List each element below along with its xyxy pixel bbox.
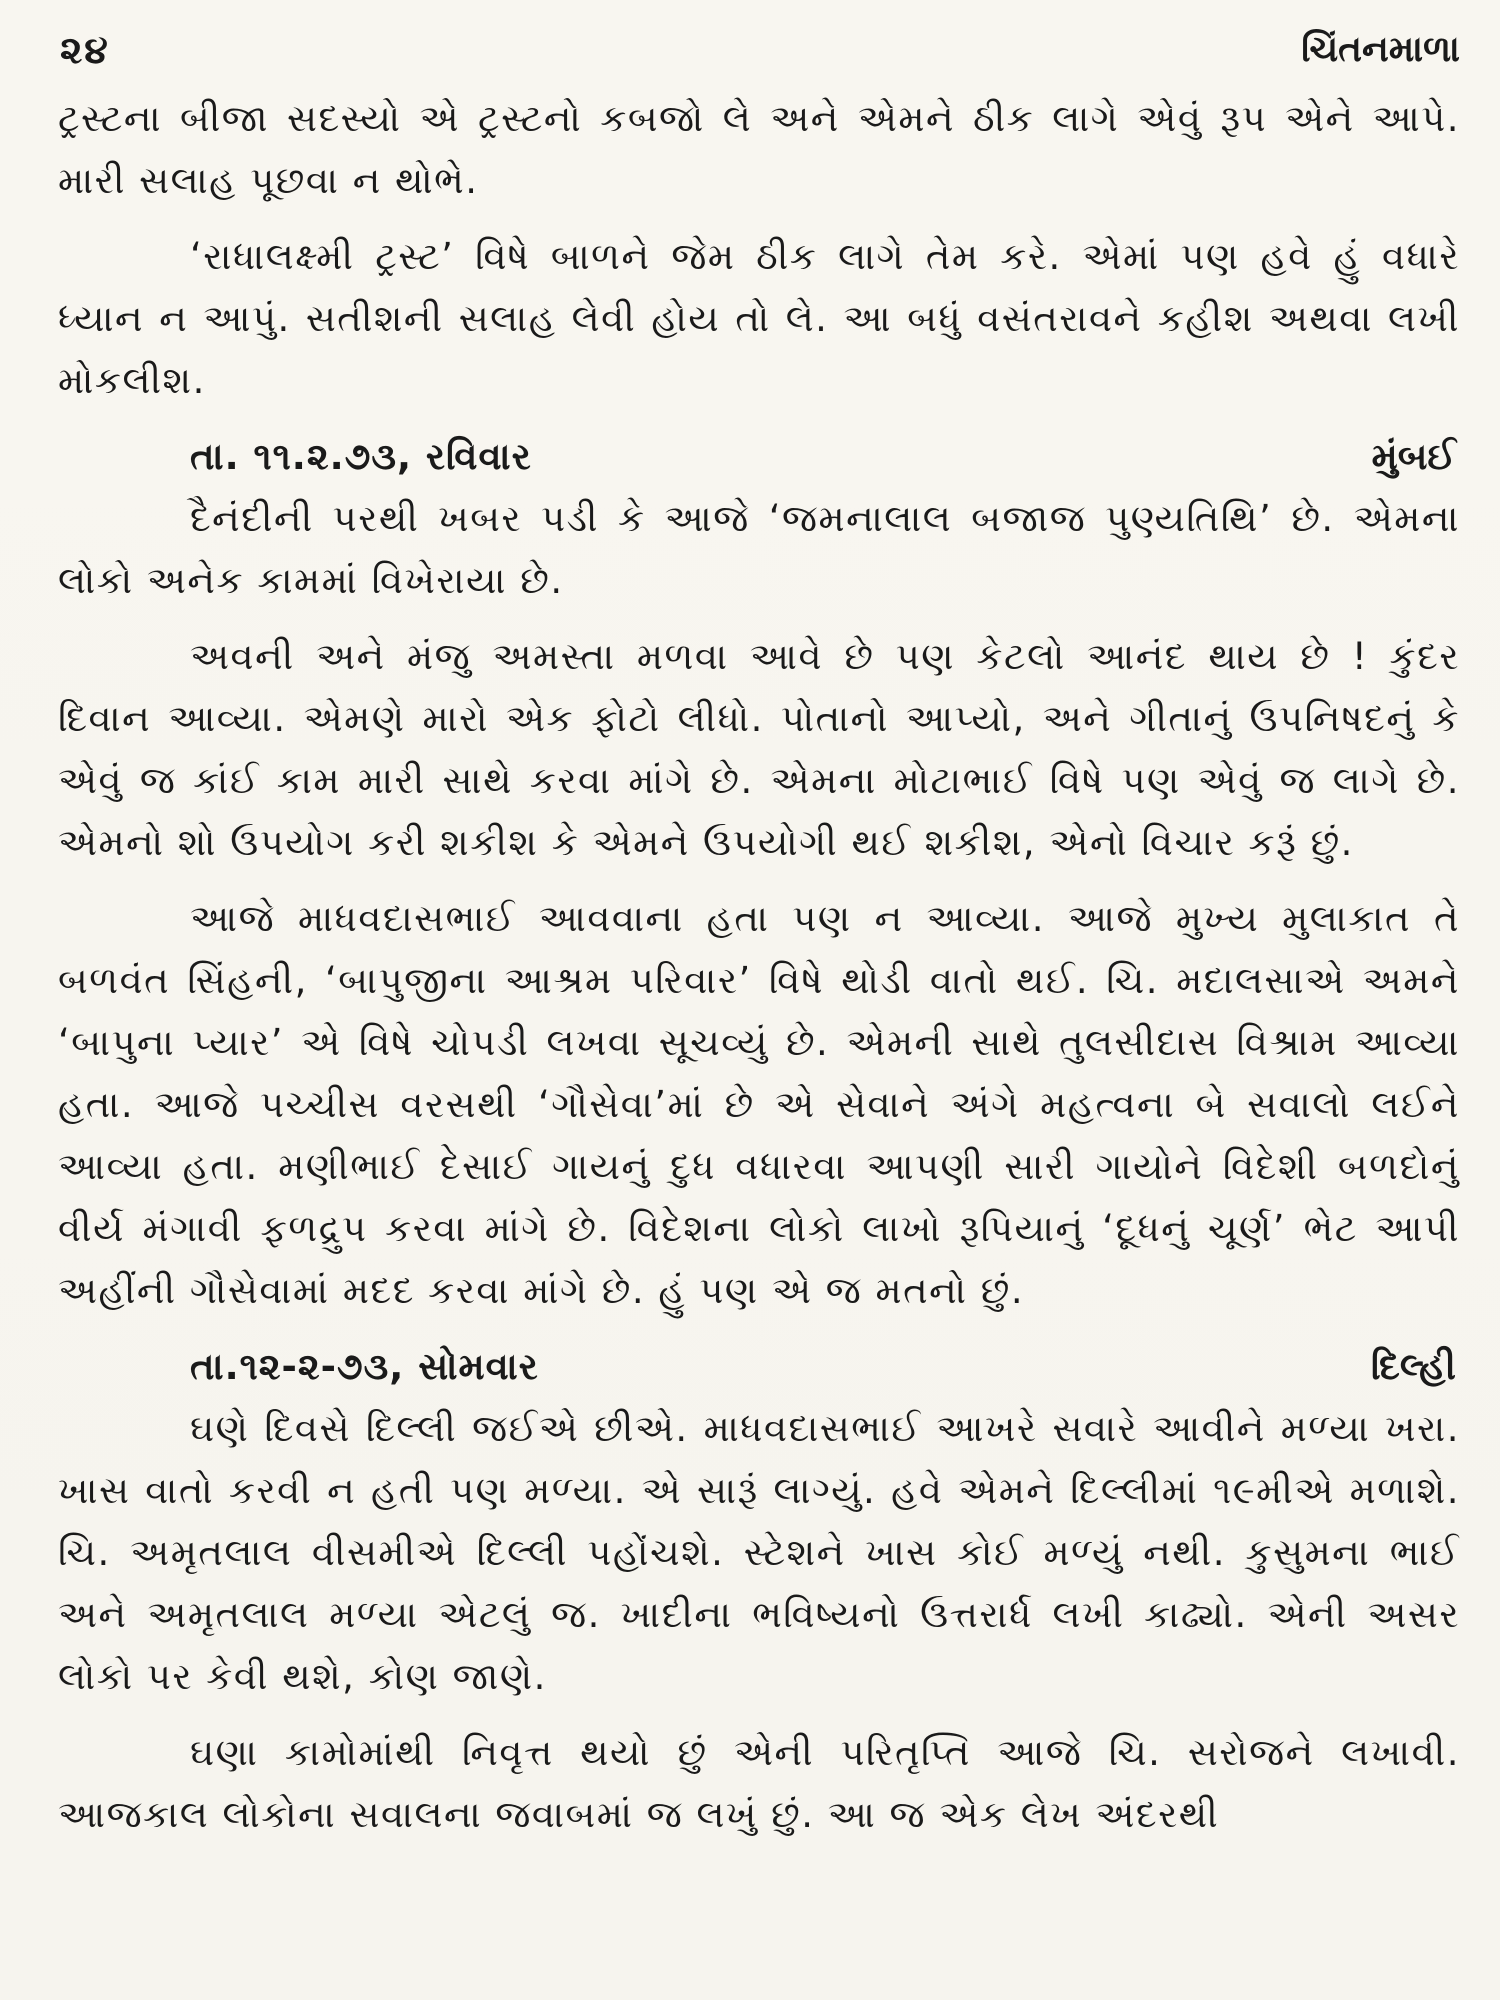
entry-date: તા.૧૨-૨-૭૩, સોમવાર: [190, 1345, 539, 1388]
running-head: [58, 28, 1460, 72]
diary-entry-heading: [58, 426, 1460, 488]
entry-place: મુંબઈ: [1371, 435, 1456, 478]
page-number: ૨૪: [60, 27, 110, 72]
paragraph-trust-members: ટ્રસ્ટના બીજા સદસ્યો એ ટ્રસ્ટનો કબજો લે અને એમને ઠીક લાગે એવું રૂપ એને આપે. મારી સલાહ પૂછવા ન થોભે.: [58, 97, 1460, 202]
paragraph-retirement-satisfaction: ઘણા કામોમાંથી નિવૃત્ત થયો છું એની પરિતૃપ્તિ આજે ચિ. સરોજને લખાવી. આજકાલ લોકોના સવાલના જવાબમાં જ લખું છું. આ જ એક લેખ અંદરથી: [58, 1731, 1460, 1836]
paragraph-radhalakshmi-trust: ‘રાધાલક્ષ્મી ટ્રસ્ટ’ વિષે બાળને જેમ ઠીક લાગે તેમ કરે. એમાં પણ હવે હું વધારે ધ્યાન ન આપું. સતીશની સલાહ લેવી હોય તો લે. આ બધું વસંતરાવને કહીશ અથવા લખી મોકલીશ.: [58, 235, 1460, 402]
entry-date: તા. ૧૧.૨.૭૩, રવિવાર: [190, 435, 532, 478]
paragraph-avani-manju-visit: અવની અને મંજુ અમસ્તા મળવા આવે છે પણ કેટલો આનંદ થાય છે ! કુંદર દિવાન આવ્યા. એમણે મારો એક ફોટો લીધો. પોતાનો આપ્યો, અને ગીતાનું ઉપનિષદનું કે એવું જ કાંઈ કામ મારી સાથે કરવા માંગે છે. એમના મોટાભાઈ વિષે પણ એવું જ લાગે છે. એમનો શો ઉપયોગ કરી શકીશ કે એમને ઉપયોગી થઈ શકીશ, એનો વિચાર કરૂં છું.: [58, 635, 1460, 864]
entry-place: દિલ્હી: [1370, 1345, 1456, 1388]
paragraph-delhi-trip: ઘણે દિવસે દિલ્લી જઈએ છીએ. માધવદાસભાઈ આખરે સવારે આવીને મળ્યા ખરા. ખાસ વાતો કરવી ન હતી પણ મળ્યા. એ સારૂં લાગ્યું. હવે એમને દિલ્લીમાં ૧૯મીએ મળાશે. ચિ. અમૃતલાલ વીસમીએ દિલ્લી પહોંચશે. સ્ટેશને ખાસ કોઈ મળ્યું નથી. કુસુમના ભાઈ અને અમૃતલાલ મળ્યા એટલું જ. ખાદીના ભવિષ્યનો ઉત્તરાર્ધ લખી કાઢ્યો. એની અસર લોકો પર કેવી થશે, કોણ જાણે.: [58, 1407, 1460, 1698]
diary-entry-heading: [58, 1336, 1460, 1398]
book-title: ચિંતનમાળા: [1301, 29, 1460, 70]
paragraph-jamnalal-anniversary: દૈનંદીની પરથી ખબર પડી કે આજે ‘જમનાલાલ બજાજ પુણ્યતિથિ’ છે. એમના લોકો અનેક કામમાં વિખેરાયા છે.: [58, 497, 1460, 602]
paragraph-madhavdas-gauseva: આજે માધવદાસભાઈ આવવાના હતા પણ ન આવ્યા. આજે મુખ્ય મુલાકાત તે બળવંત સિંહની, ‘બાપુજીના આશ્રમ પરિવાર’ વિષે થોડી વાતો થઈ. ચિ. મદાલસાએ અમને ‘બાપુના પ્યાર’ એ વિષે ચોપડી લખવા સૂચવ્યું છે. એમની સાથે તુલસીદાસ વિશ્રામ આવ્યા હતા. આજે પચ્ચીસ વરસથી ‘ગૌસેવા’માં છે એ સેવાને અંગે મહત્વના બે સવાલો લઈને આવ્યા હતા. મણીભાઈ દેસાઈ ગાયનું દુધ વધારવા આપણી સારી ગાયોને વિદેશી બળદોનું વીર્ય મંગાવી ફળદ્રુપ કરવા માંગે છે. વિદેશના લોકો લાખો રૂપિયાનું ‘દૂધનું ચૂર્ણ’ ભેટ આપી અહીંની ગૌસેવામાં મદદ કરવા માંગે છે. હું પણ એ જ મતનો છું.: [58, 897, 1460, 1312]
